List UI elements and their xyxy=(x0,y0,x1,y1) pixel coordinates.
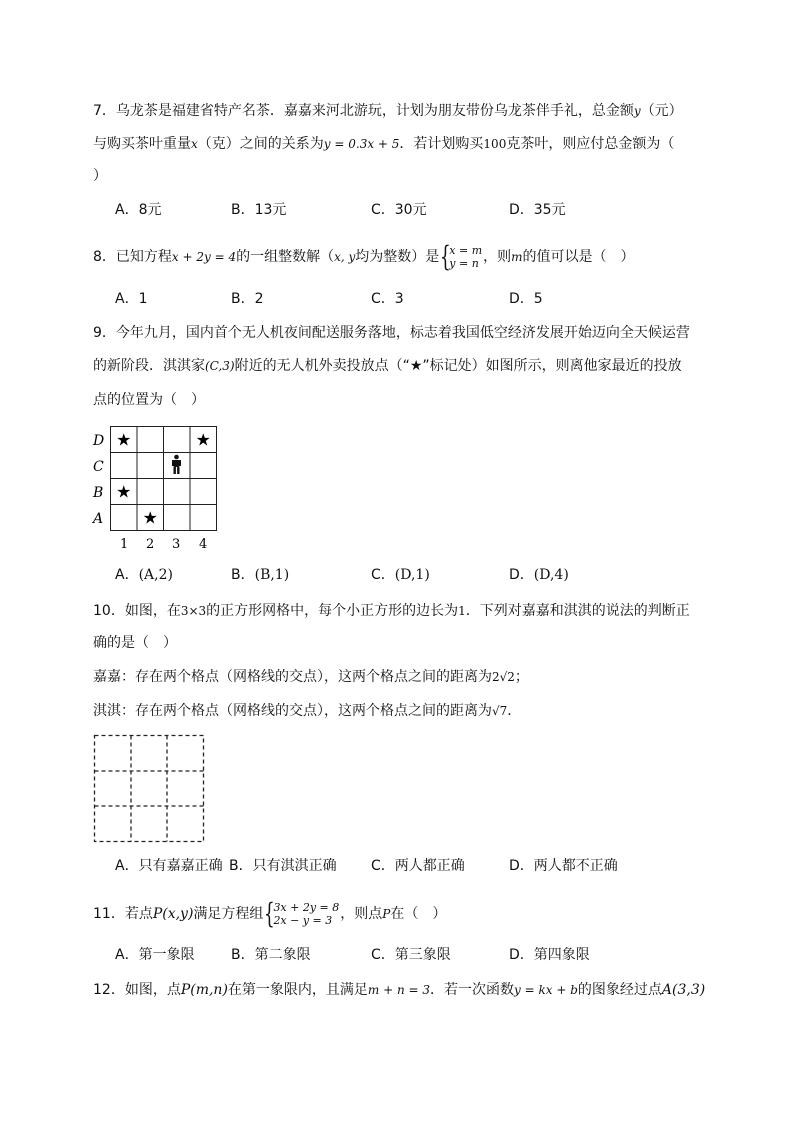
q7-line2: 与购买茶叶重量x（克）之间的关系为y = 0.3x + 5．若计划购买100克茶叶，则应付总金额为（ xyxy=(93,136,675,152)
q10-option-a[interactable]: A．只有嘉嘉正确 xyxy=(115,858,223,874)
q10-dashed-grid xyxy=(93,734,206,844)
q8-system: { x = m y = n xyxy=(440,240,483,273)
q9-option-b[interactable]: B．(B,1) xyxy=(231,567,290,583)
q7-line3: ） xyxy=(93,168,107,184)
q8-option-b[interactable]: B．2 xyxy=(231,291,264,307)
col-label-3: 3 xyxy=(172,537,181,552)
q10-line1: 10．如图，在3×3的正方形网格中，每个小正方形的边长为1．下列对嘉嘉和淇淇的说法的判断正 xyxy=(93,603,690,619)
q10-line2: 确的是（ ） xyxy=(93,635,177,651)
col-label-1: 1 xyxy=(120,537,129,552)
q11-line: 11．若点P(x,y)满足方程组 { 3x + 2y = 8 2x − y = 3 ，则点P在（ ） xyxy=(93,897,447,930)
q11-option-d[interactable]: D．第四象限 xyxy=(509,947,590,963)
q9-option-c[interactable]: C．(D,1) xyxy=(371,567,430,583)
q7-option-c[interactable]: C．30元 xyxy=(371,202,427,218)
q8-line: 8．已知方程x + 2y = 4的一组整数解（x, y均为整数）是 { x = m y = n ，则m的值可以是（ ） xyxy=(93,240,635,273)
person-icon xyxy=(172,455,181,474)
q10-option-b[interactable]: B．只有淇淇正确 xyxy=(229,858,337,874)
col-label-4: 4 xyxy=(199,537,208,552)
star-icon: ★ xyxy=(116,482,132,503)
row-label-a: A xyxy=(93,511,104,527)
row-label-b: B xyxy=(93,485,104,501)
q9-line3: 点的位置为（ ） xyxy=(93,392,205,408)
q11-option-b[interactable]: B．第二象限 xyxy=(231,947,311,963)
q10-jiajia-statement: 嘉嘉：存在两个格点（网格线的交点），这两个格点之间的距离为2√2； xyxy=(93,669,529,685)
row-label-c: C xyxy=(93,459,104,475)
q11-option-a[interactable]: A．第一象限 xyxy=(115,947,195,963)
q10-qiqi-statement: 淇淇：存在两个格点（网格线的交点），这两个格点之间的距离为√7． xyxy=(93,703,522,719)
q8-option-a[interactable]: A．1 xyxy=(115,291,148,307)
q12-line: 12．如图，点P(m,n)在第一象限内，且满足m + n = 3．若一次函数y = kx + b的图象经过点A(3,3) xyxy=(93,982,706,998)
q10-option-c[interactable]: C．两人都正确 xyxy=(371,858,465,874)
col-label-2: 2 xyxy=(146,537,155,552)
star-icon: ★ xyxy=(195,430,211,451)
star-icon: ★ xyxy=(142,508,158,529)
q9-grid-figure xyxy=(88,424,223,552)
row-label-d: D xyxy=(93,433,105,449)
q7-line1: 7．乌龙茶是福建省特产名茶．嘉嘉来河北游玩，计划为朋友带份乌龙茶伴手礼，总金额y（元） xyxy=(93,103,683,119)
q7-option-b[interactable]: B．13元 xyxy=(231,202,287,218)
q7-option-a[interactable]: A．8元 xyxy=(115,202,162,218)
q10-option-d[interactable]: D．两人都不正确 xyxy=(509,858,618,874)
q9-option-a[interactable]: A．(A,2) xyxy=(115,567,173,583)
q11-system: { 3x + 2y = 8 2x − y = 3 xyxy=(264,897,340,930)
q9-option-d[interactable]: D．(D,4) xyxy=(509,567,569,583)
q9-line1: 9．今年九月，国内首个无人机夜间配送服务落地，标志着我国低空经济发展开始迈向全天候运营 xyxy=(93,325,690,341)
q8-option-c[interactable]: C．3 xyxy=(371,291,404,307)
q9-line2: 的新阶段．淇淇家(C,3)附近的无人机外卖投放点（“★”标记处）如图所示，则离他家最近的投放 xyxy=(93,358,682,374)
q11-option-c[interactable]: C．第三象限 xyxy=(371,947,451,963)
q7-option-d[interactable]: D．35元 xyxy=(509,202,566,218)
star-icon: ★ xyxy=(116,430,132,451)
q8-option-d[interactable]: D．5 xyxy=(509,291,543,307)
